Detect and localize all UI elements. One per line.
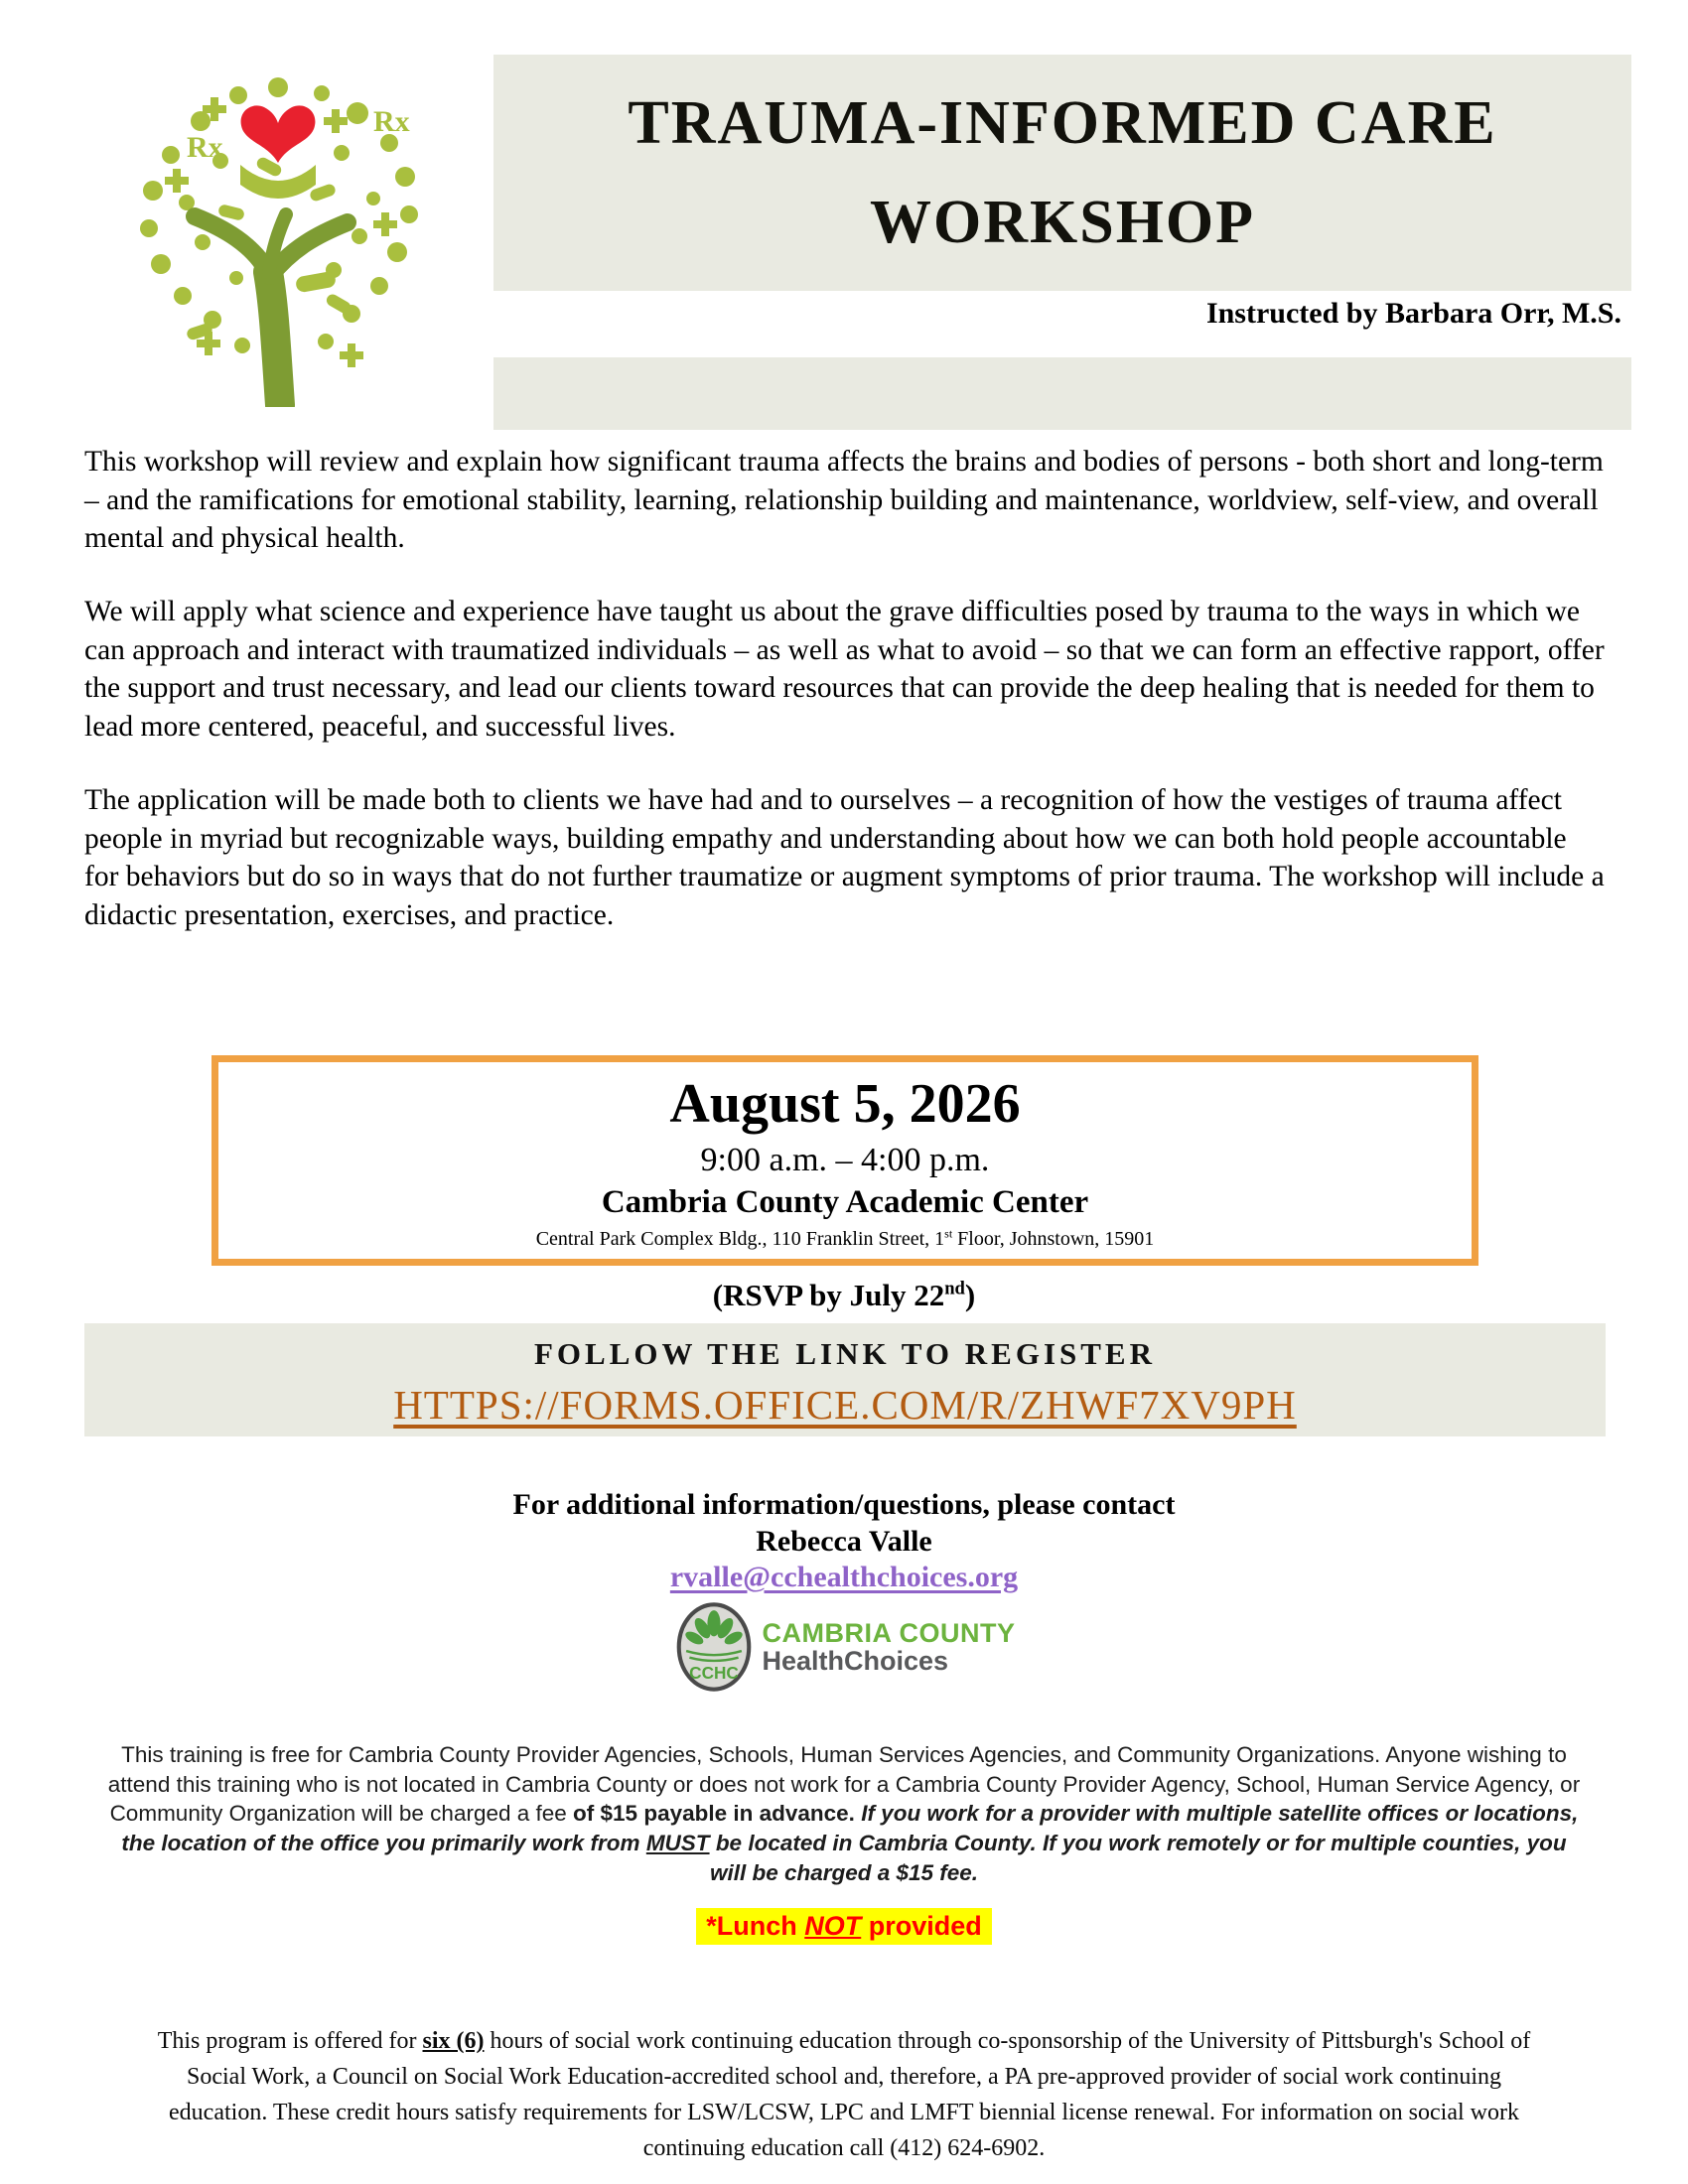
register-banner	[84, 1323, 1606, 1436]
rsvp-line	[0, 1278, 1688, 1313]
fee-notice-italic: be located in Cambria County. If you work remotely or for multiple counties, you will be charged a $15 fee.	[709, 1831, 1567, 1885]
ce-credit-text: This program is offered for	[157, 2028, 423, 2054]
lunch-note-text: provided	[861, 1911, 982, 1941]
rx-glyph-icon: Rx	[373, 105, 410, 138]
intro-paragraph-1: This workshop will review and explain how significant trauma affects the brains and bodies of persons - both short and long-term – and the ramifications for emotional stability, learning, relationship building and maintenance, worldview, self-view, and overall mental and physical health.	[84, 446, 1604, 555]
ce-credit-paragraph	[149, 2023, 1539, 2166]
medical-tree-icon	[91, 58, 465, 407]
decorative-band	[493, 357, 1631, 430]
contact-email-link[interactable]: rvalle@cchealthchoices.org	[669, 1561, 1019, 1594]
fee-notice-text: This training is free for Cambria County Provider Agencies, Schools, Human Services Agencies, and Community Organizations. Anyone wishing to attend this training who is not located in Cambria County or does not work for a Cambria County Provider Agency, School, Human Service Agency, or Community Organization will be charged a fee	[107, 1742, 1581, 1827]
intro-paragraph-3: The application will be made both to clients we have had and to ourselves – a recognition of how the vestiges of trauma affect people in myriad but recognizable ways, building empathy and understanding about how we can both hold people accountable for behaviors but do so in ways that do not further traumatize or augment symptoms of prior trauma. The workshop will include a didactic presentation, exercises, and practice.	[84, 784, 1605, 931]
contact-block	[0, 1487, 1688, 1596]
intro-paragraph-2: We will apply what science and experience have taught us about the grave difficulties posed by trauma to the ways in which we can approach and interact with traumatized individuals – as well as what to avoid – so that we can form an effective rapport, offer the support and trust necessary, and lead our clients toward resources that can provide the deep healing that is needed for them to lead more centered, peaceful, and successful lives.	[84, 596, 1605, 743]
rsvp-text: (RSVP by July 22	[712, 1278, 945, 1312]
cchc-acronym: CCHC	[688, 1662, 739, 1683]
fee-notice-bold: of $15 payable in advance.	[573, 1801, 862, 1827]
fee-notice-italic: If you work for a provider with multiple satellite offices or locations, the location of the office you primarily work from	[121, 1801, 1579, 1856]
contact-intro: For additional information/questions, please contact	[512, 1488, 1176, 1521]
register-heading: FOLLOW THE LINK TO REGISTER	[534, 1336, 1156, 1371]
rx-glyph-icon: Rx	[187, 131, 223, 164]
event-details-box	[211, 1055, 1478, 1266]
event-address-ordinal: st	[944, 1226, 953, 1241]
fee-notice-must: MUST	[645, 1831, 710, 1856]
event-address-text: Floor, Johnstown, 15901	[952, 1227, 1155, 1250]
cchc-logo-text	[763, 1619, 1016, 1676]
event-address	[218, 1226, 1472, 1252]
contact-name: Rebecca Valle	[756, 1524, 932, 1558]
lunch-note	[696, 1908, 992, 1945]
ce-credit-text: hours of social work continuing education through co-sponsorship of the University of Pittsburgh's School of Social Work, a Council on Social Work Education-accredited school and, therefore, a PA pre-approved provider of social work continuing education. These credit hours satisfy requirements for LSW/LCSW, LPC and LMFT biennial license renewal. For information on social work continuing education call (412) 624-6902.	[169, 2028, 1531, 2161]
ce-credit-hours: six (6)	[422, 2028, 485, 2054]
event-time: 9:00 a.m. – 4:00 p.m.	[700, 1141, 990, 1178]
page-title-line2: WORKSHOP	[869, 189, 1256, 256]
title-banner	[493, 55, 1631, 291]
cchc-logo	[0, 1600, 1688, 1694]
cchc-logo-icon	[673, 1600, 755, 1694]
rsvp-text: )	[964, 1278, 976, 1312]
cchc-org-line1: CAMBRIA COUNTY	[762, 1617, 1016, 1648]
lunch-note-row	[0, 1908, 1688, 1945]
cchc-org-line2: HealthChoices	[762, 1646, 949, 1676]
page-title-line1: TRAUMA-INFORMED CARE	[628, 88, 1497, 157]
lunch-note-not: NOT	[804, 1911, 862, 1941]
event-date: August 5, 2026	[669, 1073, 1021, 1135]
lunch-note-text: *Lunch	[706, 1911, 805, 1941]
fee-notice	[104, 1740, 1584, 1887]
registration-link[interactable]: HTTPS://FORMS.OFFICE.COM/R/ZHWF7XV9PH	[393, 1382, 1297, 1428]
rsvp-ordinal: nd	[944, 1278, 965, 1299]
event-venue: Cambria County Academic Center	[601, 1184, 1089, 1221]
event-address-text: Central Park Complex Bldg., 110 Franklin Street, 1	[535, 1227, 945, 1250]
instructor-byline: Instructed by Barbara Orr, M.S.	[1205, 297, 1621, 330]
